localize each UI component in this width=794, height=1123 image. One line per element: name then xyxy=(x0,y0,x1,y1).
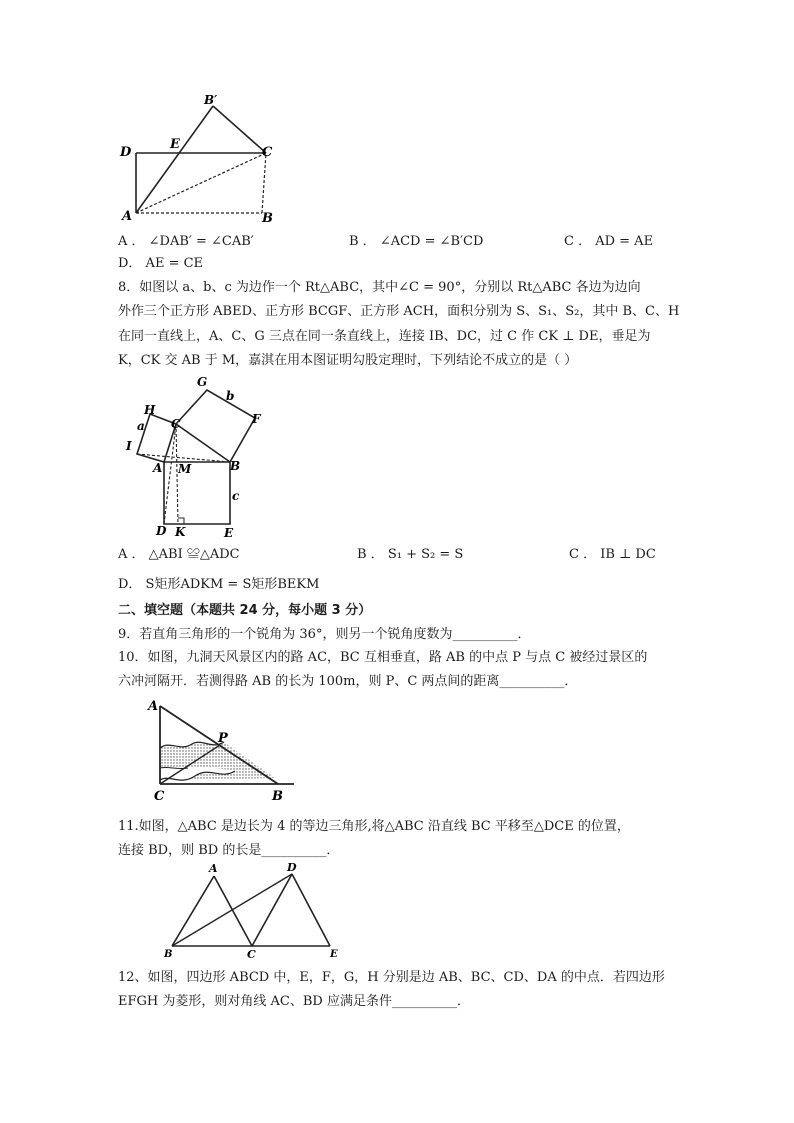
q8-line-1: 8．如图以 a、b、c 为边作一个 Rt△ABC，其中∠C = 90°，分别以 Rt△ABC 各边为边向 xyxy=(118,280,641,295)
q8-line-2: 外作三个正方形 ABED、正方形 BCGF、正方形 ACH，面积分别为 S、S₁、S₂，其中 B、C、H xyxy=(118,304,680,319)
label-a: A xyxy=(148,699,159,714)
label-f: F xyxy=(252,412,261,426)
label-c: C xyxy=(247,948,256,960)
q8-option-c: C ． IB ⊥ DC xyxy=(569,547,656,562)
label-b-prime: B′ xyxy=(204,94,218,107)
label-a-small: a xyxy=(137,419,145,433)
label-p: P xyxy=(218,731,228,746)
q11-line-1: 11.如图，△ABC 是边长为 4 的等边三角形,将△ABC 沿直线 BC 平移至△DCE 的位置， xyxy=(118,819,630,834)
figure-equilateral-translation xyxy=(160,860,350,960)
q7-option-d: D． AE = CE xyxy=(118,256,204,271)
label-g: G xyxy=(197,375,208,389)
label-a: A xyxy=(153,461,163,475)
q12-line-2: EFGH 为菱形，则对角线 AC、BD 应满足条件__________． xyxy=(118,994,470,1009)
label-b: B xyxy=(164,949,173,960)
label-a: A xyxy=(122,209,133,224)
q10-line-1: 10．如图，九洞天风景区内的路 AC，BC 互相垂直，路 AB 的中点 P 与点 C 被经过景区的 xyxy=(118,650,648,665)
label-b-small: b xyxy=(226,389,235,403)
label-d: D xyxy=(156,524,167,538)
figure-rectangle-fold xyxy=(116,94,296,226)
label-b: B xyxy=(262,211,273,226)
figure-scenic-river xyxy=(140,696,300,806)
label-e: E xyxy=(330,949,338,960)
label-c: C xyxy=(262,145,273,160)
q10-line-2: 六冲河隔开．若测得路 AB 的长为 100m，则 P、C 两点间的距离__________． xyxy=(118,674,578,689)
q7-option-b: B ． ∠ACD = ∠B′CD xyxy=(349,234,484,249)
q7-option-a: A ． ∠DAB′ = ∠CAB′ xyxy=(118,234,254,249)
label-a: A xyxy=(209,862,218,875)
label-k: K xyxy=(175,525,186,539)
label-c: C xyxy=(171,417,181,431)
q8-option-b: B ． S₁ + S₂ = S xyxy=(357,547,464,562)
label-i: I xyxy=(126,439,132,453)
label-b: B xyxy=(230,459,241,473)
label-d: D xyxy=(120,145,132,160)
q8-option-a: A ． △ABI ≌△ADC xyxy=(118,547,240,562)
q7-option-c: C ． AD = AE xyxy=(564,234,654,249)
label-d: D xyxy=(287,861,297,874)
label-b: B xyxy=(272,789,283,804)
q8-line-3: 在同一直线上，A、C、G 三点在同一条直线上，连接 IB、DC，过 C 作 CK ⊥ DE，垂足为 xyxy=(118,329,651,344)
q9-text: 9．若直角三角形的一个锐角为 36°，则另一个锐角度数为__________． xyxy=(118,627,531,642)
q12-line-1: 12、如图，四边形 ABCD 中，E，F，G，H 分别是边 AB、BC、CD、DA 的中点．若四边形 xyxy=(118,970,665,985)
label-e: E xyxy=(224,526,234,540)
label-c-small: c xyxy=(232,489,240,503)
label-e: E xyxy=(170,137,180,152)
q8-option-d: D． S矩形ADKM = S矩形BEKM xyxy=(118,577,320,592)
q8-line-4: K，CK 交 AB 于 M，嘉淇在用本图证明勾股定理时，下列结论不成立的是（ ） xyxy=(118,353,578,368)
section-heading-fill-in: 二、填空题（本题共 24 分，每小题 3 分） xyxy=(118,603,372,618)
label-c: C xyxy=(154,789,165,804)
label-h: H xyxy=(144,403,156,417)
label-m: M xyxy=(178,462,192,476)
figure-pythagoras-squares xyxy=(120,372,280,544)
q11-line-2: 连接 BD，则 BD 的长是__________． xyxy=(118,843,340,858)
